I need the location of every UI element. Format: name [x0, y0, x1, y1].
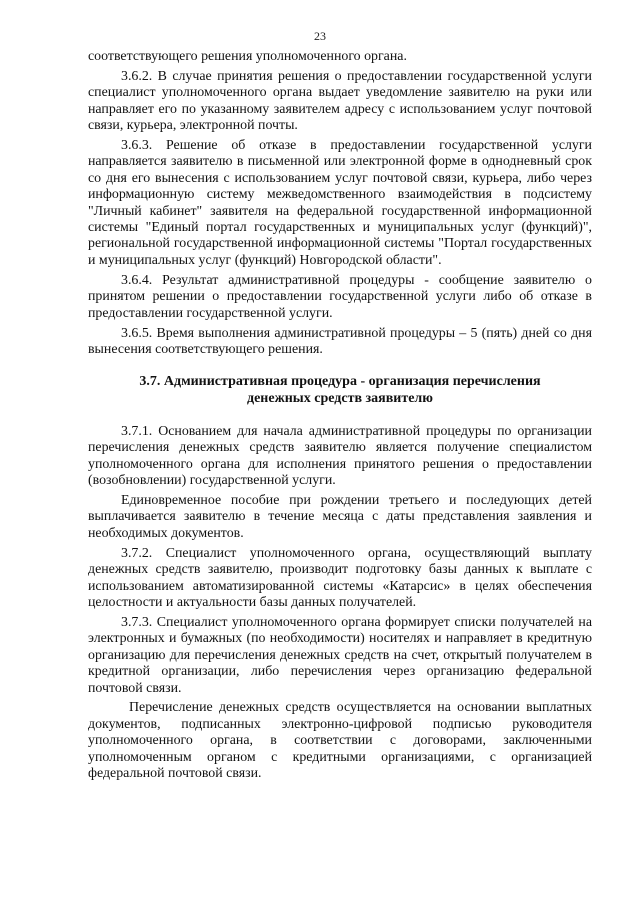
paragraph-3-6-2: 3.6.2. В случае принятия решения о предоставлении государственной услуги специалист уполномоченного органа выдает уведомление заявителю на руки или направляет его по указанному заявителем адресу с использованием услуг почтовой связи, курьера, электронной почты.: [88, 68, 592, 134]
paragraph-3-7-3: 3.7.3. Специалист уполномоченного органа формирует списки получателей на электронных и бумажных (по необходимости) носителях и направляет в кредитную организацию для перечисления денежных средств на счет, открытый получателем в кредитной организации, либо перечисления через организацию федеральной почтовой связи.: [88, 614, 592, 696]
document-body: [88, 49, 592, 786]
paragraph-3-7-2: 3.7.2. Специалист уполномоченного органа, осуществляющий выплату денежных средств заявителю, производит подготовку базы данных к выплате с использованием автоматизированной системы «Катарсис» в целях обеспечения целостности и актуальности базы данных получателей.: [88, 545, 592, 610]
paragraph-3-6-4: 3.6.4. Результат административной процедуры - сообщение заявителю о принятом решении о предоставлении государственной услуги либо об отказе в предоставлении государственной услуги.: [88, 272, 592, 321]
paragraph-3-6-5: 3.6.5. Время выполнения административной процедуры – 5 (пять) дней со дня вынесения соответствующего решения.: [88, 325, 592, 357]
section-heading-3-7: 3.7. Административная процедура - организация перечисления денежных средств заявителю: [139, 374, 541, 407]
paragraph-continuation: соответствующего решения уполномоченного органа.: [88, 49, 407, 64]
paragraph-transfer-basis: Перечисление денежных средств осуществляется на основании выплатных документов, подписанных электронно-цифровой подписью руководителя уполномоченного органа, в соответствии с договорами, заключенными уполномоченным органом с кредитными организациями, с организацией федеральной почтовой связи.: [88, 700, 592, 782]
paragraph-3-6-3: 3.6.3. Решение об отказе в предоставлении государственной услуги направляется заявителю в письменной или электронной форме в однодневный срок со дня его вынесения с использованием услуг почтовой связи, курьера, либо через информационную систему межведомственного взаимодействия в подсистему "Личный кабинет" заявителя на федеральной государственной информационной системы "Единый портал государственных и муниципальных услуг (функций)", региональной государственной информационной системы "Портал государственных и муниципальных услуг (функций) Новгородской области".: [88, 138, 592, 268]
paragraph-3-7-1: 3.7.1. Основанием для начала административной процедуры по организации перечисления денежных средств заявителю является получение специалистом уполномоченного органа для исполнения принятого решения о предоставлении (возобновлении) государственной услуги.: [88, 423, 592, 489]
page-number: 23: [314, 29, 326, 43]
paragraph-lump-sum-benefit: Единовременное пособие при рождении третьего и последующих детей выплачивается заявителю в течение месяца с даты представления заявления и необходимых документов.: [88, 493, 592, 541]
